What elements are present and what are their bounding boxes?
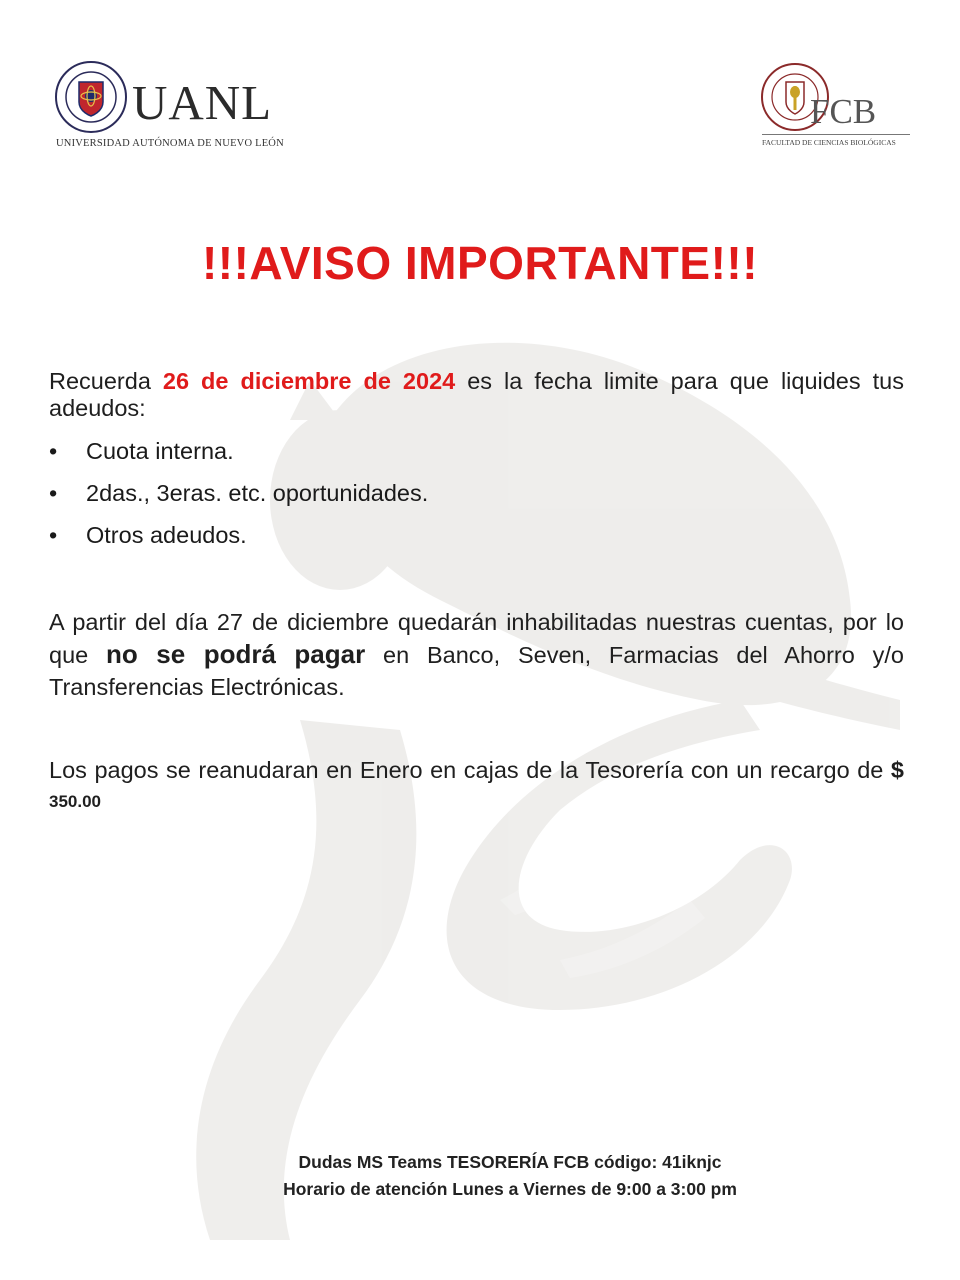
- accounts-prefix: A partir del día 27 de diciembre quedarán inhabilitadas nuestras cuentas, por lo que: [49, 609, 904, 668]
- uanl-subtitle: UNIVERSIDAD AUTÓNOMA DE NUEVO LEÓN: [56, 138, 284, 149]
- uanl-logo: [54, 60, 294, 155]
- intro-paragraph: [49, 368, 904, 422]
- bullet-icon: •: [49, 522, 58, 548]
- list-item: [49, 480, 904, 507]
- uanl-wordmark: UANL: [132, 75, 273, 130]
- fcb-logo: [760, 62, 920, 152]
- fcb-divider: [762, 134, 910, 135]
- currency-symbol: $: [890, 757, 904, 783]
- office-hours-line: Horario de atención Lunes a Viernes de 9:00 a 3:00 pm: [283, 1179, 737, 1199]
- list-item-text: 2das., 3eras. etc. oportunidades.: [86, 480, 429, 506]
- notice-title: !!!AVISO IMPORTANTE!!!: [201, 237, 759, 289]
- deadline-date: 26 de diciembre de 2024: [162, 368, 456, 394]
- surcharge-paragraph: [49, 756, 904, 816]
- accounts-suffix: en Banco, Seven, Farmacias del Ahorro y/o Transferencias Electrónicas.: [49, 642, 904, 700]
- bullet-icon: •: [49, 480, 58, 506]
- no-payment-emphasis: no se podrá pagar: [106, 639, 366, 669]
- list-item: [49, 522, 904, 549]
- surcharge-amount: 350.00: [49, 792, 101, 811]
- list-item-text: Otros adeudos.: [86, 522, 247, 548]
- bullet-icon: •: [49, 438, 58, 464]
- fcb-wordmark: FCB: [810, 92, 877, 131]
- list-item-text: Cuota interna.: [86, 438, 234, 464]
- fcb-subtitle: FACULTAD DE CIENCIAS BIOLÓGICAS: [762, 138, 896, 147]
- intro-prefix: Recuerda: [49, 368, 163, 394]
- uanl-seal-icon: [54, 60, 128, 134]
- debts-list: [49, 438, 904, 564]
- surcharge-prefix: Los pagos se reanudaran en Enero en cajas de la Tesorería con un recargo de: [49, 757, 891, 783]
- accounts-paragraph: [49, 606, 904, 703]
- intro-suffix: es la fecha limite para que liquides tus adeudos:: [49, 368, 904, 421]
- list-item: [49, 438, 904, 465]
- contact-line: Dudas MS Teams TESORERÍA FCB código: 41iknjc: [298, 1152, 722, 1172]
